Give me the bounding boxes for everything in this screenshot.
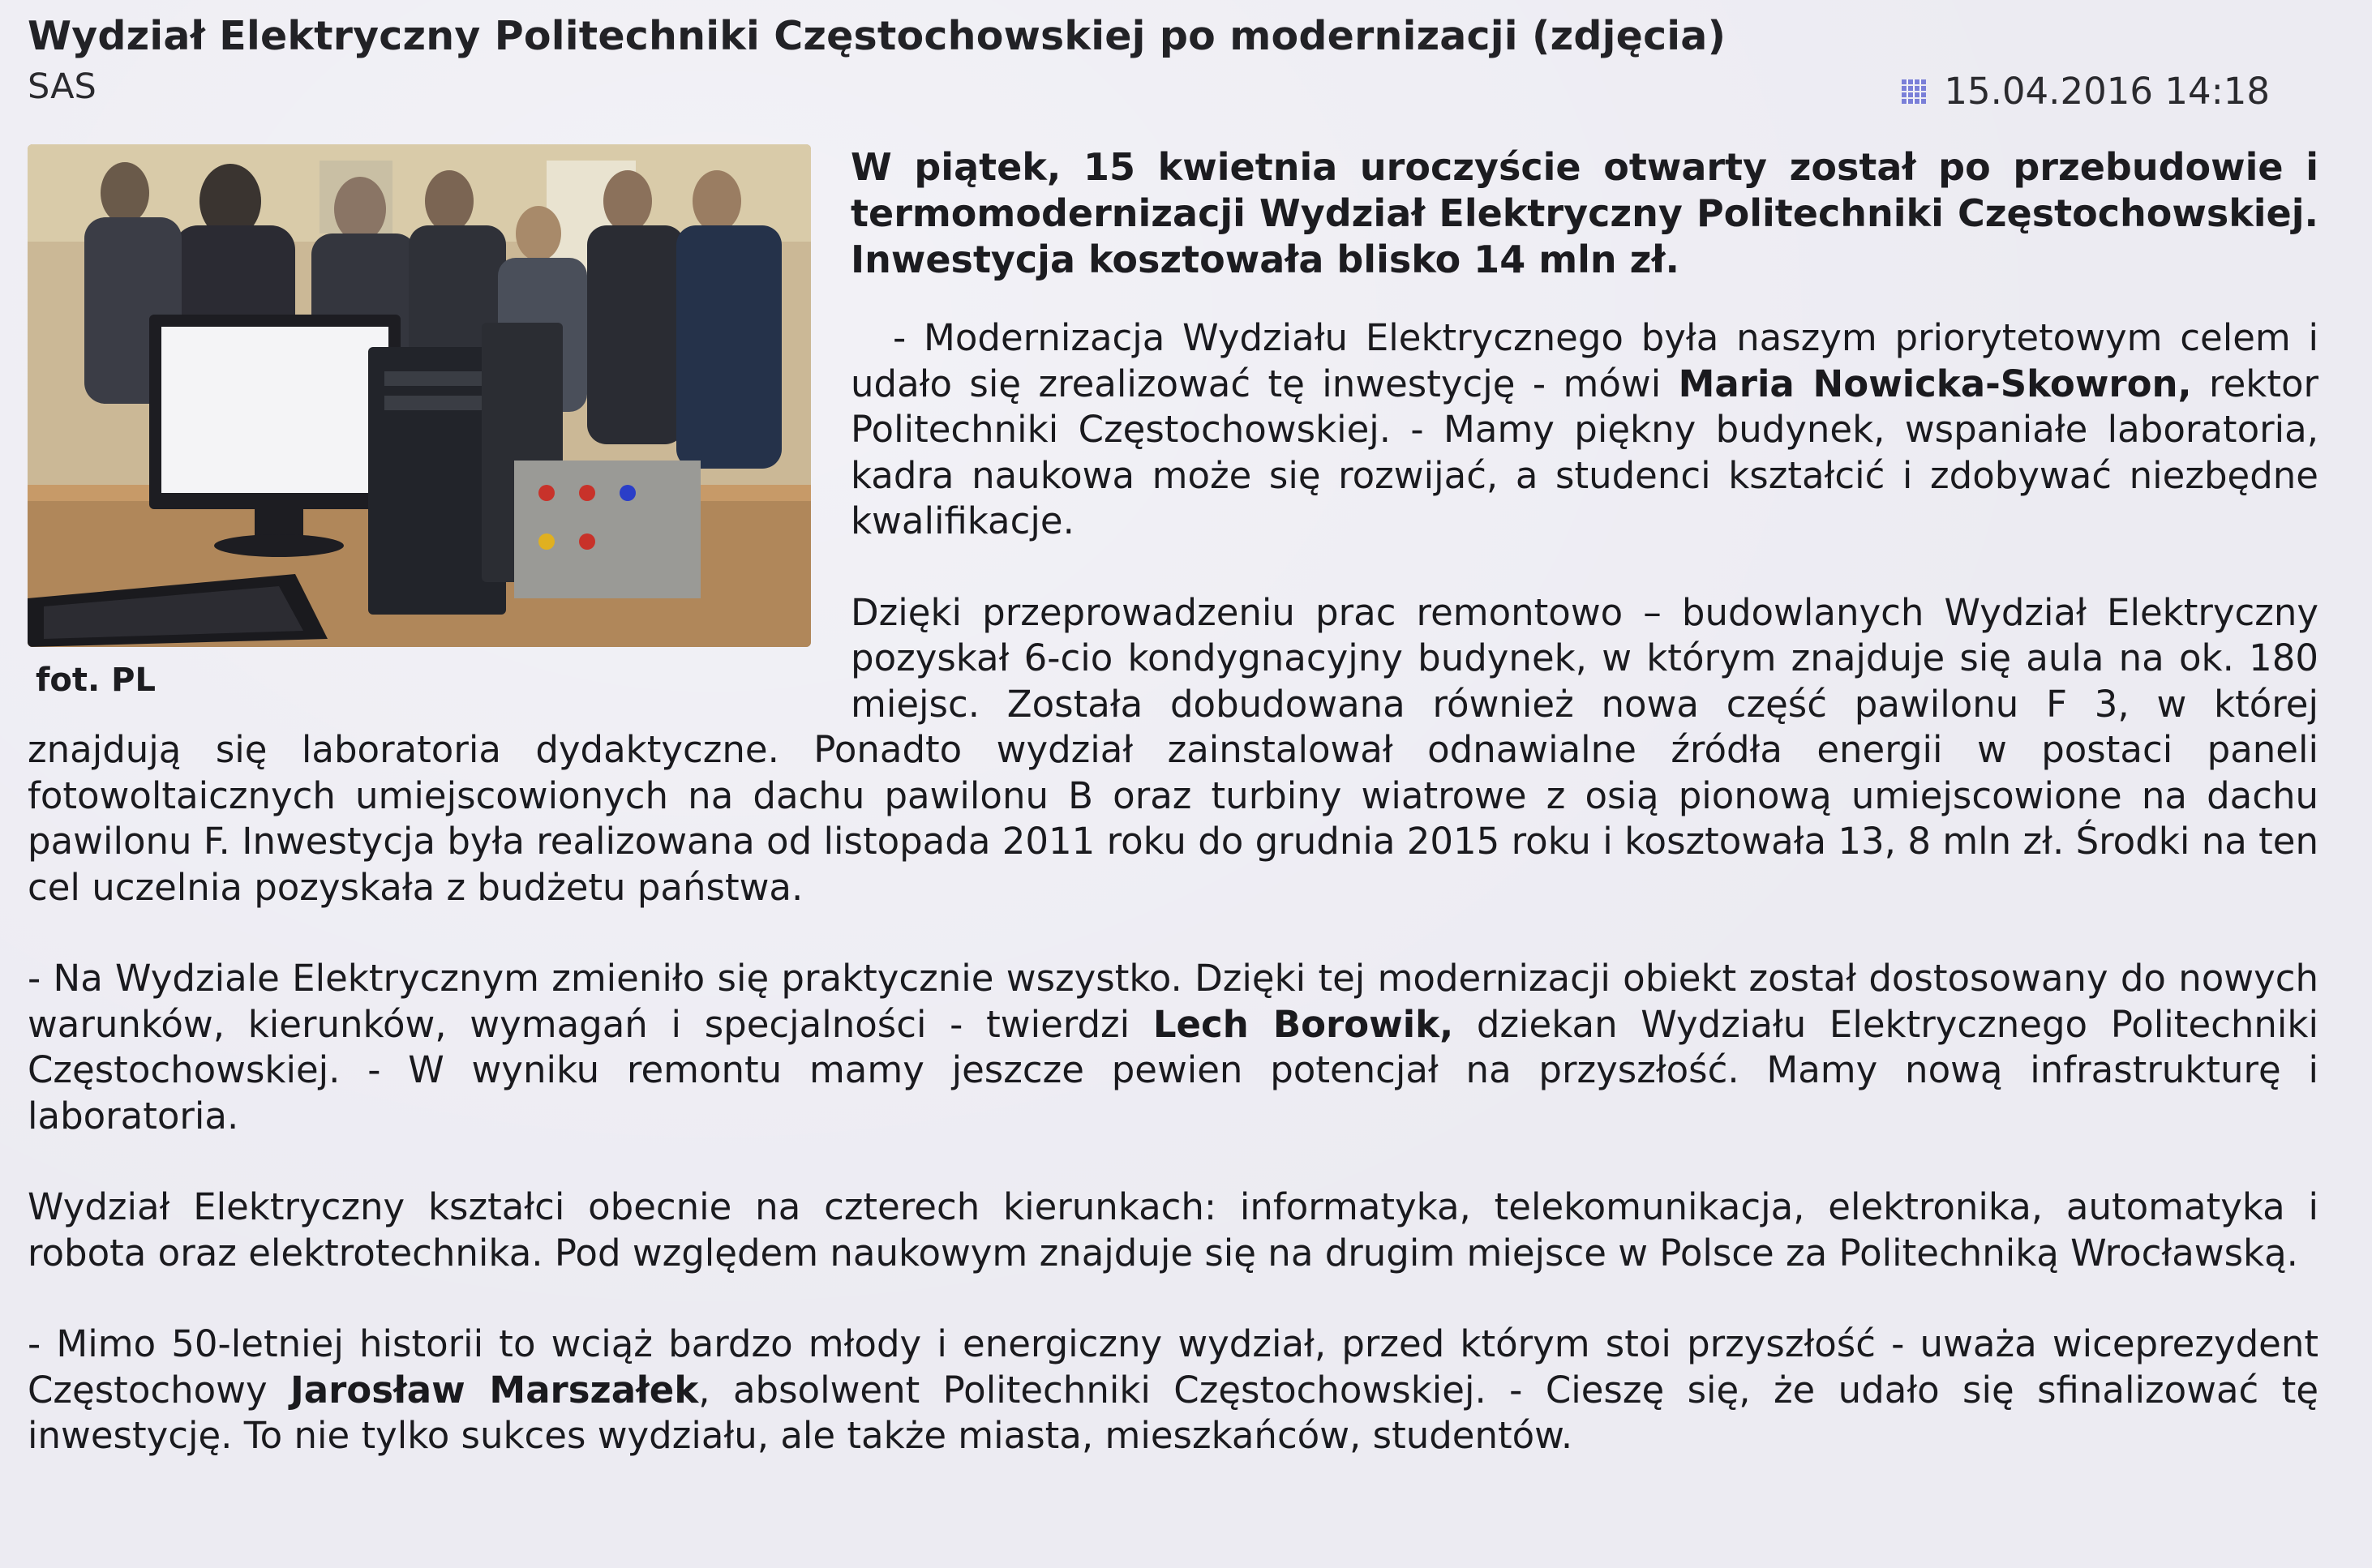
article-author: SAS — [28, 66, 97, 107]
paragraph-text: - Modernizacja Wydziału Elektrycznego była naszym priorytetowym celem i udało się zrealizować tę inwestycję - mówi — [851, 316, 2318, 405]
paragraph-investment: Dzięki przeprowadzeniu prac remontowo – budowlanych Wydział Elektryczny pozyskał 6-cio kondygnacyjny budynek, w którym znajduje się aula na ok. 180 miejsc. Została dobudowana również nowa część pawilonu F 3, w której znajdują się laboratoria dydaktyczne. Ponadto wydział zainstalował odnawialne źródła energii w postaci paneli fotowoltaicznych umiejscowionych na dachu pawilonu B oraz turbiny wiatrowe z osią pionową umiejscowione na dachu pawilonu F. Inwestycja była realizowana od listopada 2011 roku do grudnia 2015 roku i kosztowała 13, 8 mln zł. Środki na ten cel uczelnia pozyskała z budżetu państwa. — [28, 590, 2318, 909]
paragraph-text: , absolwent Politechniki Częstochowskiej. - Cieszę się, że udało się sfinalizować tę inwestycję. To nie tylko sukces wydziału, ale także miasta, mieszkańców, studentów. — [28, 1368, 2319, 1457]
article-body — [28, 144, 2318, 1459]
paragraph-text: - Na Wydziale Elektrycznym zmieniło się praktycznie wszystko. Dzięki tej modernizacji obiekt został dostosowany do nowych warunków, kierunków, wymagań i specjalności - twierdzi — [28, 957, 2318, 1046]
paragraph-text: rektor Politechniki Częstochowskiej. - Mamy piękny budynek, wspaniałe laboratoria, kadra naukowa może się rozwijać, a studenci kształcić i zdobywać niezbędne kwalifikacje. — [851, 362, 2318, 542]
article-photo — [28, 144, 811, 647]
person-name: Lech Borowik, — [1152, 1002, 1454, 1046]
byline — [28, 63, 2318, 117]
person-name: Jarosław Marszałek — [290, 1368, 699, 1412]
paragraph-text: - Mimo 50-letniej historii to wciąż bardzo młody i energiczny wydział, przed którym stoi przyszłość - uważa wiceprezydent Częstochowy — [28, 1322, 2318, 1412]
paragraph-text: dziekan Wydziału Elektrycznego Politechniki Częstochowskiej. - W wyniku remontu mamy jeszcze pewien potencjał na przyszłość. Mamy nową infrastrukturę i laboratoria. — [28, 1002, 2318, 1137]
photo-caption: fot. PL — [36, 662, 156, 699]
article-title: Wydział Elektryczny Politechniki Częstochowskiej po modernizacji (zdjęcia) — [28, 13, 1726, 59]
laboratory-photo-illustration — [28, 144, 811, 647]
calendar-icon — [1902, 79, 1926, 104]
article-figure — [28, 144, 818, 700]
article-lead: W piątek, 15 kwietnia uroczyście otwarty został po przebudowie i termomodernizacji Wydział Elektryczny Politechniki Częstochowskiej. Inwestycja kosztowała blisko 14 mln zł. — [851, 145, 2318, 281]
paragraph-courses: Wydział Elektryczny kształci obecnie na czterech kierunkach: informatyka, telekomunikacja, elektronika, automatyka i robota oraz elektrotechnika. Pod względem naukowym znajduje się na drugim miejsce w Polsce za Politechniką Wrocławską. — [28, 1185, 2318, 1275]
person-name: Maria Nowicka-Skowron, — [1678, 362, 2192, 405]
article-date — [1902, 68, 2270, 115]
paragraph-quote-dean — [28, 956, 2318, 1139]
article-date-text: 15.04.2016 14:18 — [1944, 70, 2270, 113]
paragraph-quote-vice-president — [28, 1322, 2318, 1459]
